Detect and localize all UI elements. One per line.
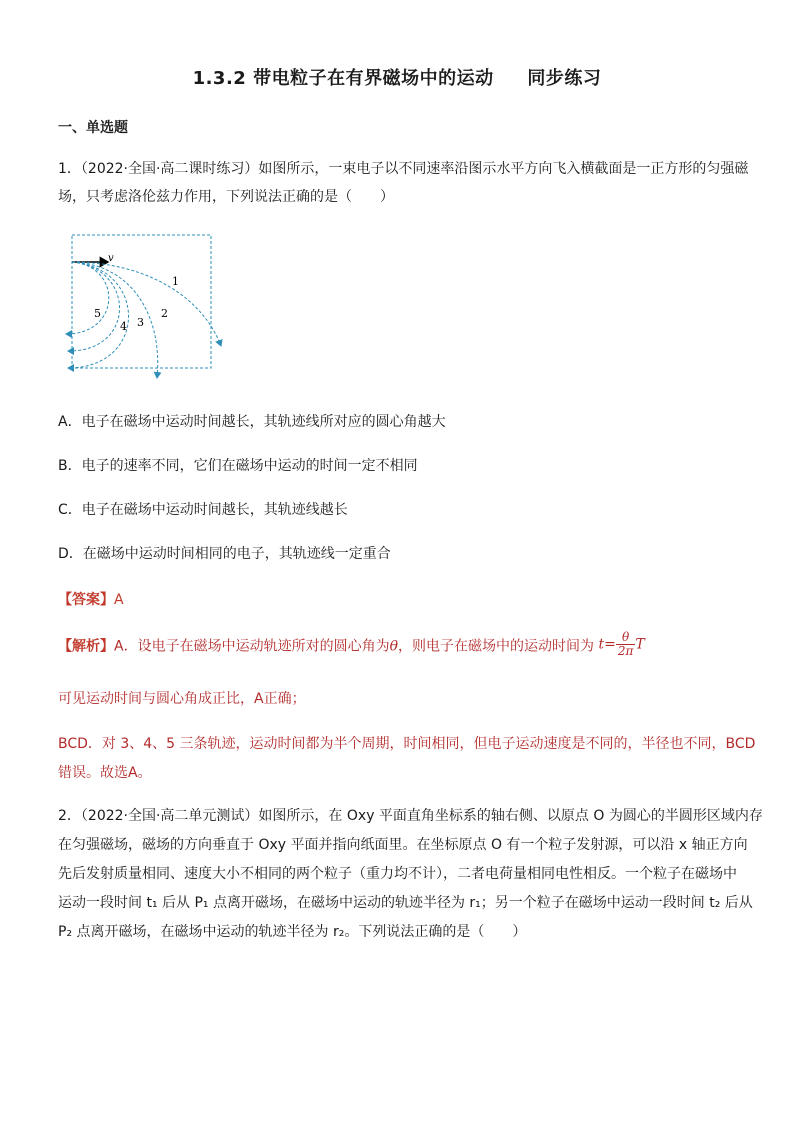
q2-stem-line4: 运动一段时间 t₁ 后从 P₁ 点离开磁场，在磁场中运动的轨迹半径为 r₁；另一个粒子在磁场中运动一段时间 t₂ 后从: [58, 895, 753, 911]
q1-option-b: B．电子的速率不同，它们在磁场中运动的时间一定不相同: [58, 458, 418, 474]
q1-option-d: D．在磁场中运动时间相同的电子，其轨迹线一定重合: [58, 546, 391, 562]
q1-analysis-line2: 可见运动时间与圆心角成正比，A正确；: [58, 691, 306, 707]
q1-analysis-line1: 【解析】A．设电子在磁场中运动轨迹所对的圆心角为θ，则电子在磁场中的运动时间为 t= $\frac{\theta}{2\pi}$ T: [58, 630, 645, 658]
velocity-label: v: [108, 253, 114, 264]
q1-answer: 【答案】A: [58, 592, 124, 608]
trajectory-label-3: 3: [137, 316, 144, 329]
q1-option-c: C．电子在磁场中运动时间越长，其轨迹线越长: [58, 502, 348, 518]
trajectory-2: [72, 262, 158, 378]
q1-figure: [58, 228, 228, 388]
section-heading: 一、单选题: [58, 120, 128, 136]
trajectory-label-2: 2: [161, 307, 168, 320]
q2-stem-line3: 先后发射质量相同、速度大小不相同的两个粒子（重力均不计），二者电荷量相同电性相反。一个粒子在磁场中: [58, 866, 737, 882]
trajectory-1: [72, 262, 221, 346]
q1-option-a: A．电子在磁场中运动时间越长，其轨迹线所对应的圆心角越大: [58, 414, 446, 430]
q2-stem-line5: P₂ 点离开磁场，在磁场中运动的轨迹半径为 r₂。下列说法正确的是（ ）: [58, 924, 527, 940]
time-formula: t= $\frac{\theta}{2\pi}$ T: [598, 630, 645, 658]
q2-stem-line1: 2．（2022·全国·高二单元测试）如图所示，在 Oxy 平面直角坐标系的轴右侧、以原点 O 为圆心的半圆形区域内存: [58, 808, 763, 824]
trajectory-label-5: 5: [94, 307, 101, 320]
q1-stem-line2: 场，只考虑洛伦兹力作用，下列说法正确的是（ ）: [58, 189, 394, 205]
page-title: 1.3.2 带电粒子在有界磁场中的运动 同步练习: [192, 68, 602, 89]
trajectory-label-1: 1: [172, 275, 179, 288]
q1-analysis-line4: 错误。故选A。: [58, 765, 152, 781]
q1-stem-line1: 1．（2022·全国·高二课时练习）如图所示，一束电子以不同速率沿图示水平方向飞入横截面是一正方形的匀强磁: [58, 161, 749, 177]
trajectory-label-4: 4: [120, 320, 127, 333]
q2-stem-line2: 在匀强磁场，磁场的方向垂直于 Oxy 平面并指向纸面里。在坐标原点 O 有一个粒子发射源，可以沿 x 轴正方向: [58, 837, 748, 853]
q1-analysis-line3: BCD．对 3、4、5 三条轨迹，运动时间都为半个周期，时间相同，但电子运动速度是不同的，半径也不同，BCD: [58, 736, 756, 752]
